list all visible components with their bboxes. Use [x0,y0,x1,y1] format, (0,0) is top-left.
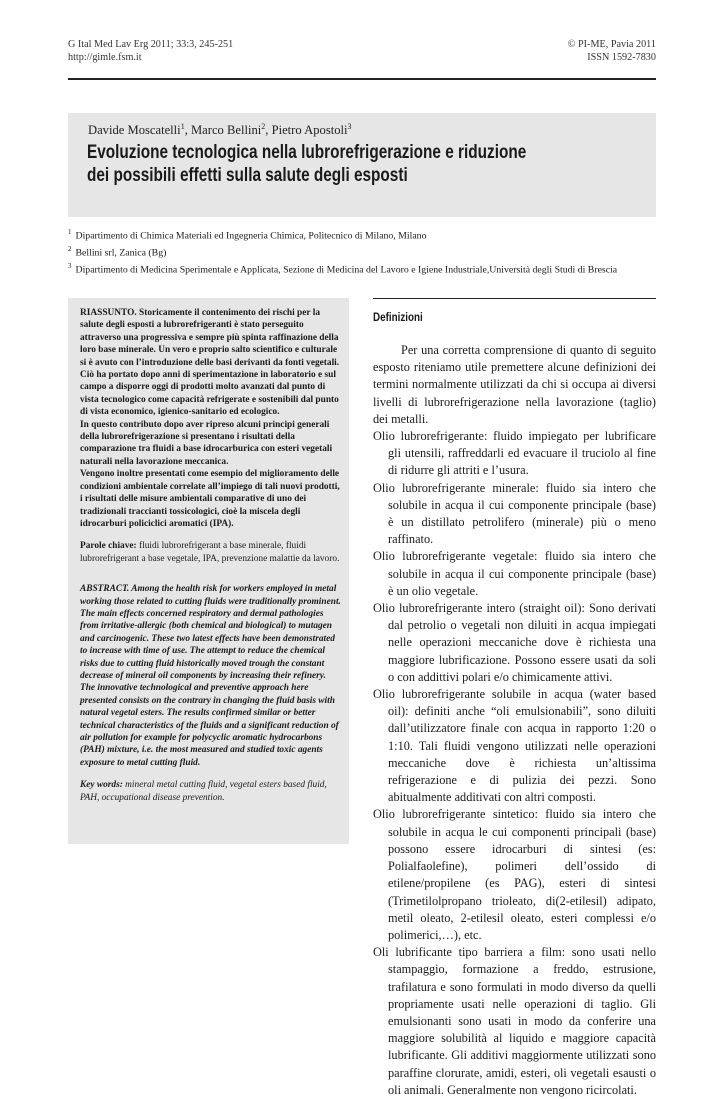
riassunto-paragraph: RIASSUNTO. Storicamente il contenimento dei rischi per la salute degli esposti a lubrorefrigeranti è stato perseguito attraverso una progressiva e sempre più spinta raffinazione della loro base minerale. Un vero e proprio salto scientifico e culturale si è avuto con l’introduzione delle basi derivanti da fonti vegetali. Ciò ha portato dopo anni di sperimentazione in laboratorio e sul campo a disporre oggi di prodotti molto avanzati dal punto di vista tecnologico come capacità refrigerate e sostenibili dal punto di vista economico, igienico-sanitario ed ecologico. [80,308,340,418]
english-abstract [80,583,342,769]
definition-item: Olio lubrorefrigerante intero (straight oil): Sono derivati dal petrolio o vegetali non diluiti in acqua impiegati nelle operazioni meccaniche dove è richiesta una maggiore lubrificazione. Possono essere usati da soli o con addittivi polari e/o chimicamente attivi. [373,601,656,684]
author-name: Marco Bellini [190,123,262,138]
affiliations [68,226,668,276]
definition-item: Olio lubrorefrigerante: fluido impiegato per lubrificare gli utensili, raffreddarli ed evacuare il truciolo al fine di ridurre gli attriti e l’usura. [373,429,656,478]
affiliation-text: Dipartimento di Chimica Materiali ed Ingegneria Chimica, Politecnico di Milano, Milano [75,230,427,242]
affiliation [68,260,668,277]
keywords-label: Parole chiave: [80,541,137,552]
abstract-content [80,307,342,804]
journal-header [68,38,233,64]
author-name: Davide Moscatelli [88,123,181,138]
parole-chiave [80,540,342,565]
author-affiliation: 1 [180,122,185,131]
intro-paragraph: Per una corretta comprensione di quanto di seguito esposto riteniamo utile premettere alcune definizioni dei termini normalmente utilizzati da chi si occupa ai diversi livelli di lubrorefrigerazione nella lavorazione (taglio) dei metalli. [373,343,656,426]
article-title [87,141,535,187]
riassunto-paragraph: In questo contributo dopo aver ripreso alcuni principi generali della lubrorefrigerazione si presentano i risultati della comparazione tra fluidi a base idrocarburica con esteri vegetali naturali nella lavorazione meccanica. [80,419,333,467]
keywords-text: fluidi lubrorefrigerant a base minerale, fluidi lubrorefrigerant a base vegetale, IPA, prevenzione malattie da lavoro. [80,541,340,564]
definition-item: Olio lubrorefrigerante vegetale: fluido sia intero che solubile in acqua il cui componente principale (base) è un olio vegetale. [373,549,656,598]
affiliation-number: 3 [68,261,72,270]
affiliation-text: Bellini srl, Zanica (Bg) [75,247,167,259]
definitions-body [373,342,656,1099]
header-rule [68,78,656,80]
title-line: dei possibili effetti sulla salute degli esposti [87,165,408,186]
publisher-header [568,38,656,64]
author-name: Pietro Apostoli [271,123,348,138]
author-affiliation: 2 [261,122,266,131]
section-rule [373,298,656,299]
affiliation [68,226,668,243]
definition-item: Olio lubrorefrigerante minerale: fluido sia intero che solubile in acqua il cui componente principale (base) è un distillato petrolifero (minerale) più o meno raffinato. [373,480,656,547]
affiliation [68,243,668,260]
journal-url[interactable]: http://gimle.fsm.it [68,52,142,63]
definition-item: Olio lubrorefrigerante solubile in acqua (water based oil): definiti anche “oli emulsionabili”, sono diluiti dall’utilizzatore finale con acqua in rapporto 1:20 o 1:10. Tali fluidi vengono utilizzati nelle operazioni meccaniche dove è richiesta un’altissima refrigerazione e di pulizia dei pezzi. Sono abitualmente additivati con altri composti. [373,687,656,805]
abstract-paragraph: ABSTRACT. Among the health risk for workers employed in metal working those related to cutting fluids were traditionally prominent. The main effects concerned respiratory and dermal pathologies from irritative-allergic (both chemical and biological) to mutagen and carcinogenic. These two latest effects have been demonstrated to increase with time of use. The attempt to reduce the chemical risks due to cutting fluid historically moved trough the constant decrease of mineral oil components by increasing their refinery. [80,584,341,681]
copyright: © PI-ME, Pavia 2011 [567,39,656,50]
abstract-box [68,298,349,844]
abstract-paragraph: The innovative technological and preventive approach here presented consists on the contrary in changing the fluid basis with natural vegetal esters. The results confirmed similar or better technical characteristics of the fluids and a significant reduction of air pollution for example for polycyclic aromatic hydrocarbons (PAH) mixture, i.e. the most measured and studied toxic agents exposure to metal cutting fluid. [80,683,339,768]
section-heading: Definizioni [373,310,423,324]
title-block [68,113,656,217]
issn: ISSN 1592-7830 [587,52,656,63]
author-list: Davide Moscatelli$^1$, Marco Bellini$^2$, Pietro Apostoli$^3$ [88,122,352,138]
journal-citation: G Ital Med Lav Erg 2011; 33:3, 245-251 [68,39,234,50]
key-words [80,779,342,804]
affiliation-number: 2 [68,244,72,253]
affiliation-text: Dipartimento di Medicina Sperimentale e Applicata, Sezione di Medicina del Lavoro e Igiene Industriale,Università degli Studi di Brescia [75,263,618,275]
author-affiliation: 3 [347,122,352,131]
definition-item: Olio lubrorefrigerante sintetico: fluido sia intero che solubile in acqua le cui componenti principali (base) possono essere idrocarburi di sintesi (es: Polialfaolefine), polimeri dell’ossido di etilene/propilene (es PAG), esteri di sintesi (Trimetilolpropano trioleato, di(2-etilesil) adipato, metil oleato, 2-etilesil oleato, esteri complessi e/o polimerici,…), etc. [373,807,656,942]
affiliation-number: 1 [68,228,72,236]
riassunto-paragraph: Vengono inoltre presentati come esempio del miglioramento delle condizioni ambientale correlate all’impiego di tali nuovi prodotti, i risultati delle misure ambientali comparative di uno dei tradizionali traccianti tossicologici, cioè la miscela degli idrocarburi policiclici aromatici (IPA). [80,469,340,529]
keywords-label: Key words: [80,780,123,791]
title-line: Evoluzione tecnologica nella lubrorefrigerazione e riduzione [87,142,527,163]
definition-item: Oli lubrificante tipo barriera a film: sono usati nello stampaggio, formazione a freddo, estrusione, trafilatura e sono formulati in modo diverso da quelli propriamente usati nelle operazioni di taglio. Gli emulsionanti sono usati in modo da conferire una maggiore solubilità al liquido e maggiore capacità lubrificante. Gli additivi maggiormente utilizzati sono paraffine clorurate, amidi, esteri, oli vegetali esausti o oli animali. Generalmente non vengono ricircolati. [373,945,656,1097]
keywords-text: mineral metal cutting fluid, vegetal esters based fluid, PAH, occupational disease prevention. [80,780,327,803]
